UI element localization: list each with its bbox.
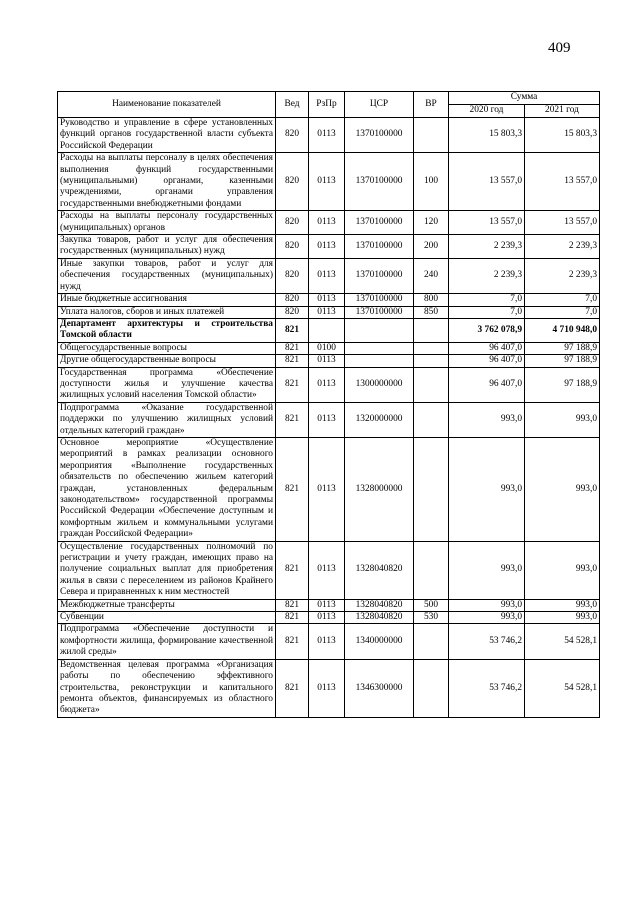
cell-vr bbox=[414, 342, 449, 354]
cell-name: Департамент архитектуры и строительства Томской области bbox=[58, 318, 276, 342]
cell-s2020: 2 239,3 bbox=[449, 258, 525, 293]
cell-ved: 820 bbox=[276, 153, 309, 211]
cell-vr: 850 bbox=[414, 306, 449, 318]
cell-csr bbox=[345, 318, 414, 342]
cell-csr: 1328040820 bbox=[345, 541, 414, 599]
cell-name: Осуществление государственных полномочий по регистрации и учету граждан, имеющих право на получение социальных выплат для приобретения жилья в связи с переселением из районов Крайнего Севера и приравненных к ним местностей bbox=[58, 541, 276, 599]
cell-vr bbox=[414, 541, 449, 599]
cell-s2021: 97 188,9 bbox=[525, 342, 600, 354]
cell-csr: 1370100000 bbox=[345, 211, 414, 235]
cell-s2021: 7,0 bbox=[525, 306, 600, 318]
cell-ved: 820 bbox=[276, 294, 309, 306]
table-row bbox=[58, 306, 600, 318]
budget-table bbox=[57, 91, 600, 718]
cell-ved: 820 bbox=[276, 258, 309, 293]
cell-ved: 821 bbox=[276, 437, 309, 541]
cell-s2020: 7,0 bbox=[449, 294, 525, 306]
header-name: Наименование показателей bbox=[58, 92, 276, 118]
cell-name: Другие общегосударственные вопросы bbox=[58, 355, 276, 367]
cell-s2021: 2 239,3 bbox=[525, 258, 600, 293]
cell-ved: 821 bbox=[276, 599, 309, 611]
table-row bbox=[58, 624, 600, 659]
cell-s2021: 2 239,3 bbox=[525, 235, 600, 259]
table-row bbox=[58, 153, 600, 211]
cell-ved: 821 bbox=[276, 612, 309, 624]
header-vr: ВР bbox=[414, 92, 449, 118]
cell-name: Ведомственная целевая программа «Организация работы по обеспечению эффективного строительства, реконструкции и капитального ремонта объектов, финансируемых из областного бюджета» bbox=[58, 659, 276, 717]
cell-csr: 1370100000 bbox=[345, 235, 414, 259]
cell-name: Субвенции bbox=[58, 612, 276, 624]
cell-csr: 1370100000 bbox=[345, 118, 414, 153]
cell-csr: 1328000000 bbox=[345, 437, 414, 541]
table-row bbox=[58, 659, 600, 717]
cell-rzpr: 0113 bbox=[309, 306, 345, 318]
cell-ved: 821 bbox=[276, 355, 309, 367]
cell-ved: 821 bbox=[276, 624, 309, 659]
cell-name: Межбюджетные трансферты bbox=[58, 599, 276, 611]
table-row bbox=[58, 541, 600, 599]
cell-rzpr: 0113 bbox=[309, 437, 345, 541]
cell-s2021: 13 557,0 bbox=[525, 211, 600, 235]
cell-rzpr: 0113 bbox=[309, 153, 345, 211]
cell-name: Расходы на выплаты персоналу государственных (муниципальных) органов bbox=[58, 211, 276, 235]
header-sum: Сумма bbox=[449, 92, 600, 105]
cell-vr bbox=[414, 318, 449, 342]
header-rzpr: РзПр bbox=[309, 92, 345, 118]
table-row bbox=[58, 118, 600, 153]
cell-name: Иные бюджетные ассигнования bbox=[58, 294, 276, 306]
cell-ved: 820 bbox=[276, 235, 309, 259]
cell-vr: 100 bbox=[414, 153, 449, 211]
cell-s2021: 993,0 bbox=[525, 402, 600, 437]
cell-rzpr: 0113 bbox=[309, 402, 345, 437]
cell-name: Подпрограмма «Оказание государственной поддержки по улучшению жилищных условий отдельных категорий граждан» bbox=[58, 402, 276, 437]
cell-s2020: 993,0 bbox=[449, 612, 525, 624]
cell-vr bbox=[414, 437, 449, 541]
cell-csr: 1328040820 bbox=[345, 599, 414, 611]
cell-csr: 1320000000 bbox=[345, 402, 414, 437]
cell-ved: 821 bbox=[276, 541, 309, 599]
cell-csr: 1370100000 bbox=[345, 153, 414, 211]
cell-ved: 820 bbox=[276, 211, 309, 235]
cell-csr: 1370100000 bbox=[345, 294, 414, 306]
cell-csr: 1370100000 bbox=[345, 258, 414, 293]
cell-rzpr: 0113 bbox=[309, 599, 345, 611]
cell-s2021: 54 528,1 bbox=[525, 659, 600, 717]
cell-s2021: 7,0 bbox=[525, 294, 600, 306]
cell-csr: 1346300000 bbox=[345, 659, 414, 717]
cell-s2021: 13 557,0 bbox=[525, 153, 600, 211]
cell-name: Государственная программа «Обеспечение доступности жилья и улучшение качества жилищных условий населения Томской области» bbox=[58, 367, 276, 402]
table-row bbox=[58, 437, 600, 541]
cell-s2020: 96 407,0 bbox=[449, 367, 525, 402]
header-year-2021: 2021 год bbox=[525, 105, 600, 118]
header-ved: Вед bbox=[276, 92, 309, 118]
cell-ved: 820 bbox=[276, 118, 309, 153]
cell-s2020: 96 407,0 bbox=[449, 342, 525, 354]
cell-s2020: 2 239,3 bbox=[449, 235, 525, 259]
cell-ved: 821 bbox=[276, 342, 309, 354]
cell-vr: 120 bbox=[414, 211, 449, 235]
cell-s2021: 97 188,9 bbox=[525, 355, 600, 367]
table-row bbox=[58, 294, 600, 306]
cell-s2021: 993,0 bbox=[525, 541, 600, 599]
cell-rzpr: 0113 bbox=[309, 367, 345, 402]
cell-s2020: 15 803,3 bbox=[449, 118, 525, 153]
cell-vr: 200 bbox=[414, 235, 449, 259]
cell-vr: 800 bbox=[414, 294, 449, 306]
cell-s2020: 3 762 078,9 bbox=[449, 318, 525, 342]
cell-name: Закупка товаров, работ и услуг для обеспечения государственных (муниципальных) нужд bbox=[58, 235, 276, 259]
cell-s2020: 13 557,0 bbox=[449, 211, 525, 235]
cell-csr: 1340000000 bbox=[345, 624, 414, 659]
cell-vr bbox=[414, 402, 449, 437]
cell-s2020: 96 407,0 bbox=[449, 355, 525, 367]
table-row bbox=[58, 355, 600, 367]
cell-vr bbox=[414, 624, 449, 659]
cell-s2021: 993,0 bbox=[525, 599, 600, 611]
cell-name: Общегосударственные вопросы bbox=[58, 342, 276, 354]
cell-ved: 821 bbox=[276, 659, 309, 717]
cell-vr bbox=[414, 118, 449, 153]
table-row bbox=[58, 367, 600, 402]
cell-csr bbox=[345, 342, 414, 354]
cell-s2020: 993,0 bbox=[449, 437, 525, 541]
cell-s2021: 15 803,3 bbox=[525, 118, 600, 153]
cell-s2020: 7,0 bbox=[449, 306, 525, 318]
cell-s2021: 993,0 bbox=[525, 612, 600, 624]
cell-rzpr: 0113 bbox=[309, 541, 345, 599]
cell-csr: 1370100000 bbox=[345, 306, 414, 318]
cell-rzpr bbox=[309, 318, 345, 342]
cell-name: Иные закупки товаров, работ и услуг для обеспечения государственных (муниципальных) нужд bbox=[58, 258, 276, 293]
cell-ved: 820 bbox=[276, 306, 309, 318]
table-row bbox=[58, 342, 600, 354]
cell-rzpr: 0113 bbox=[309, 624, 345, 659]
cell-s2021: 54 528,1 bbox=[525, 624, 600, 659]
table-row bbox=[58, 258, 600, 293]
cell-s2021: 97 188,9 bbox=[525, 367, 600, 402]
table-row bbox=[58, 612, 600, 624]
cell-ved: 821 bbox=[276, 402, 309, 437]
header-csr: ЦСР bbox=[345, 92, 414, 118]
page-number: 409 bbox=[548, 40, 571, 56]
table-row bbox=[58, 211, 600, 235]
cell-rzpr: 0113 bbox=[309, 235, 345, 259]
cell-vr: 240 bbox=[414, 258, 449, 293]
cell-name: Руководство и управление в сфере установленных функций органов государственной власти субъекта Российской Федерации bbox=[58, 118, 276, 153]
cell-csr: 1300000000 bbox=[345, 367, 414, 402]
cell-rzpr: 0113 bbox=[309, 355, 345, 367]
cell-vr: 500 bbox=[414, 599, 449, 611]
cell-vr bbox=[414, 659, 449, 717]
cell-rzpr: 0113 bbox=[309, 258, 345, 293]
cell-csr bbox=[345, 355, 414, 367]
table-row bbox=[58, 318, 600, 342]
cell-s2021: 4 710 948,0 bbox=[525, 318, 600, 342]
header-year-2020: 2020 год bbox=[449, 105, 525, 118]
cell-s2020: 993,0 bbox=[449, 402, 525, 437]
cell-s2020: 13 557,0 bbox=[449, 153, 525, 211]
cell-rzpr: 0113 bbox=[309, 659, 345, 717]
cell-rzpr: 0113 bbox=[309, 211, 345, 235]
table-row bbox=[58, 235, 600, 259]
cell-vr bbox=[414, 367, 449, 402]
cell-s2021: 993,0 bbox=[525, 437, 600, 541]
cell-s2020: 53 746,2 bbox=[449, 624, 525, 659]
cell-name: Подпрограмма «Обеспечение доступности и комфортности жилища, формирование качественной жилой среды» bbox=[58, 624, 276, 659]
table-row bbox=[58, 599, 600, 611]
cell-ved: 821 bbox=[276, 318, 309, 342]
cell-name: Расходы на выплаты персоналу в целях обеспечения выполнения функций государственными (муниципальными) органами, казенными учреждениями, органами управления государственными внебюджетными фондами bbox=[58, 153, 276, 211]
cell-rzpr: 0113 bbox=[309, 294, 345, 306]
cell-csr: 1328040820 bbox=[345, 612, 414, 624]
cell-rzpr: 0113 bbox=[309, 118, 345, 153]
cell-ved: 821 bbox=[276, 367, 309, 402]
cell-s2020: 993,0 bbox=[449, 599, 525, 611]
cell-s2020: 53 746,2 bbox=[449, 659, 525, 717]
table-row bbox=[58, 402, 600, 437]
cell-vr: 530 bbox=[414, 612, 449, 624]
cell-vr bbox=[414, 355, 449, 367]
cell-rzpr: 0100 bbox=[309, 342, 345, 354]
cell-s2020: 993,0 bbox=[449, 541, 525, 599]
cell-name: Уплата налогов, сборов и иных платежей bbox=[58, 306, 276, 318]
cell-name: Основное мероприятие «Осуществление мероприятий в рамках реализации основного мероприятия «Выполнение государственных обязательств по обеспечению жильем категорий граждан, установленных федеральным законодательством» государственной программы Российской Федерации «Обеспечение доступным и комфортным жильем и коммунальными услугами граждан Российской Федерации» bbox=[58, 437, 276, 541]
cell-rzpr: 0113 bbox=[309, 612, 345, 624]
